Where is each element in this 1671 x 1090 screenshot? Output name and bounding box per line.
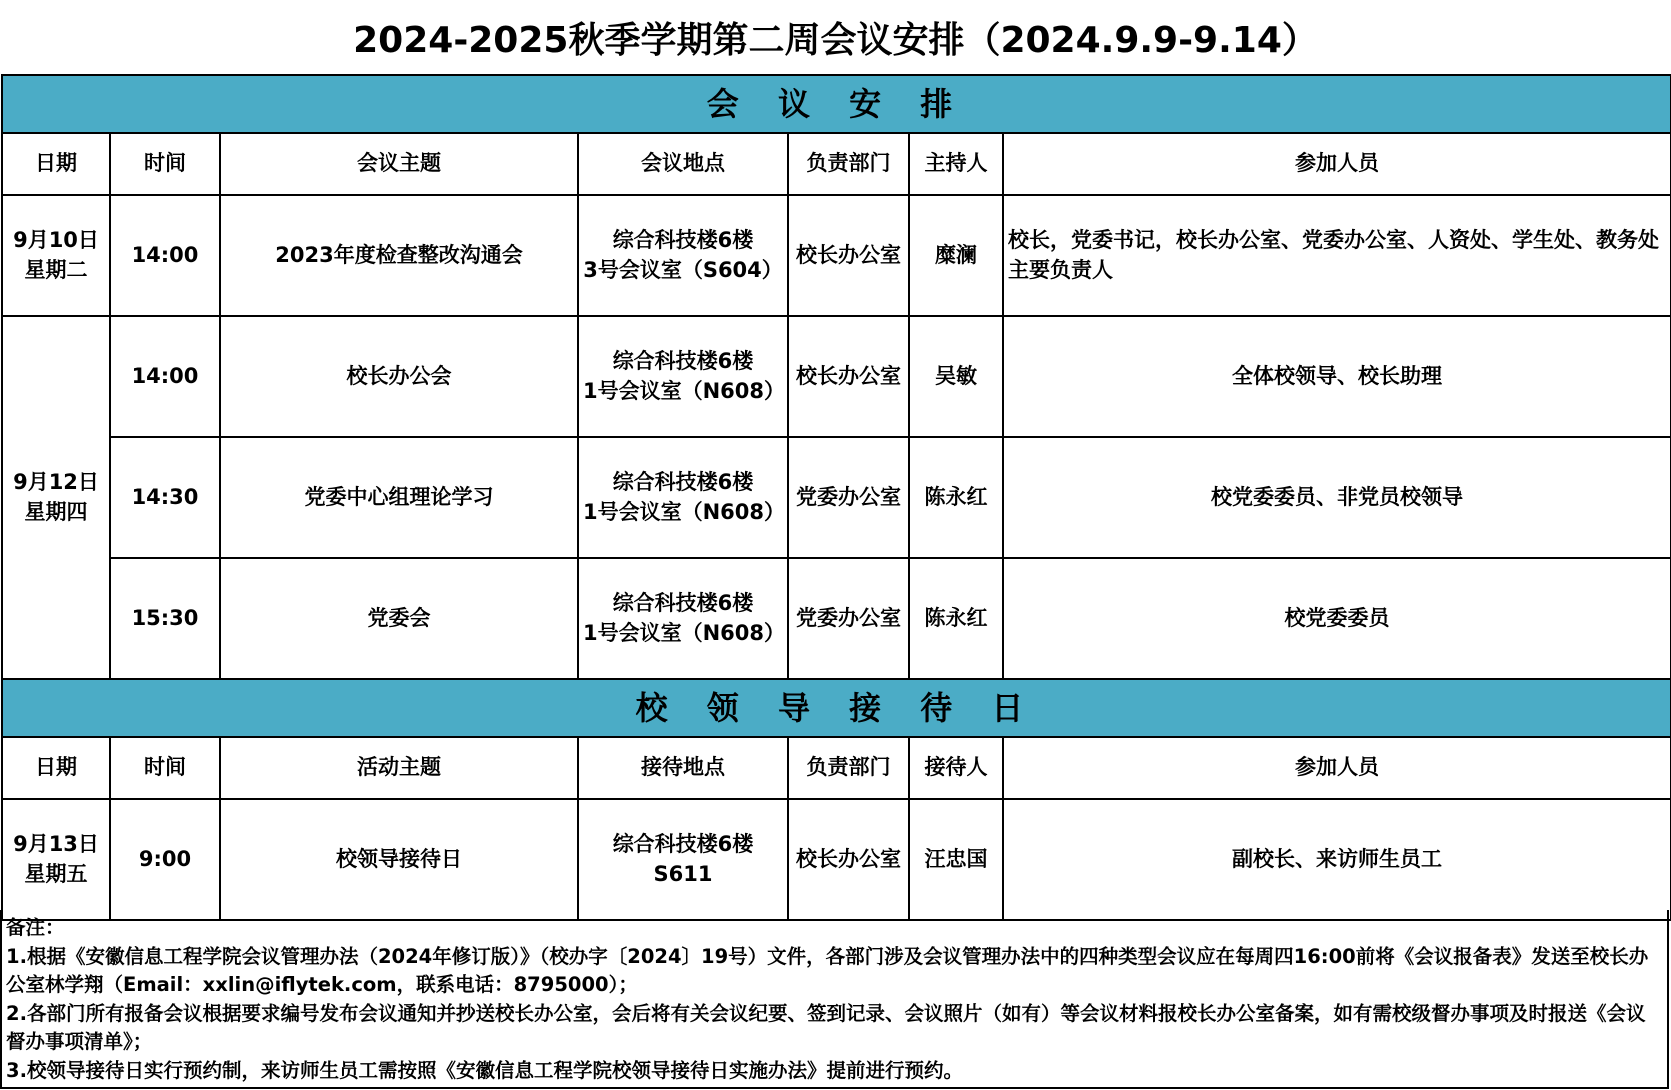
location-room: 1号会议室（N608）: [583, 499, 786, 524]
notes-label: 备注：: [6, 916, 65, 939]
attendees-cell: 校党委委员: [1003, 558, 1671, 679]
page-title: 2024-2025秋季学期第二周会议安排（2024.9.9-9.14）: [353, 19, 1318, 61]
column-header-host: 主持人: [909, 133, 1003, 195]
date-day: 9月13日: [13, 832, 99, 857]
topic-cell: 党委中心组理论学习: [220, 437, 578, 558]
time-cell: 14:00: [110, 316, 220, 437]
column-header-location: 会议地点: [578, 133, 788, 195]
date-weekday: 星期四: [24, 499, 88, 524]
time-cell: 9:00: [110, 799, 220, 920]
attendees-cell: 全体校领导、校长助理: [1003, 316, 1671, 437]
date-weekday: 星期二: [24, 257, 88, 282]
location-building: 综合科技楼6楼: [612, 470, 754, 495]
location-building: 综合科技楼6楼: [612, 349, 754, 374]
column-header-receiver: 接待人: [909, 737, 1003, 799]
table-row: [2, 195, 1671, 316]
topic-cell: 校长办公会: [220, 316, 578, 437]
location-cell: [578, 437, 788, 558]
host-cell: 汪忠国: [909, 799, 1003, 920]
column-header-department: 负责部门: [788, 133, 909, 195]
host-cell: 吴敏: [909, 316, 1003, 437]
column-header-date: 日期: [2, 133, 110, 195]
time-cell: 15:30: [110, 558, 220, 679]
column-header-attendees: 参加人员: [1003, 133, 1671, 195]
department-cell: 校长办公室: [788, 195, 909, 316]
table-row: [2, 437, 1671, 558]
reception-column-headers: [2, 737, 1671, 799]
note-item: 3.校领导接待日实行预约制，来访师生员工需按照《安徽信息工程学院校领导接待日实施办法》提前进行预约。: [6, 1058, 963, 1082]
time-cell: 14:00: [110, 195, 220, 316]
location-building: 综合科技楼6楼: [612, 228, 754, 253]
department-cell: 校长办公室: [788, 316, 909, 437]
reception-section-label: 校 领 导 接 待 日: [2, 679, 1671, 737]
location-building: 综合科技楼6楼: [612, 591, 754, 616]
attendees-cell: 校党委委员、非党员校领导: [1003, 437, 1671, 558]
meetings-column-headers: [2, 133, 1671, 195]
note-item: 1.根据《安徽信息工程学院会议管理办法（2024年修订版）》（校办字〔2024〕19号）文件，各部门涉及会议管理办法中的四种类型会议应在每周四16:00前将《会议报备表》发送至校长办公室林学翔（Email：xxlin@iflytek.com，联系电话：8795000）；: [6, 944, 1649, 996]
column-header-activity: 活动主题: [220, 737, 578, 799]
host-cell: 陈永红: [909, 437, 1003, 558]
location-room: 3号会议室（S604）: [583, 257, 783, 282]
host-cell: 糜澜: [909, 195, 1003, 316]
department-cell: 校长办公室: [788, 799, 909, 920]
date-cell: [2, 195, 110, 316]
date-day: 9月10日: [13, 228, 99, 253]
column-header-attendees: 参加人员: [1003, 737, 1671, 799]
location-cell: [578, 195, 788, 316]
location-room: S611: [653, 861, 713, 886]
note-item: 2.各部门所有报备会议根据要求编号发布会议通知并抄送校长办公室，会后将有关会议纪要、签到记录、会议照片（如有）等会议材料报校长办公室备案，如有需校级督办事项及时报送《会议督办事项清单》；: [6, 1001, 1646, 1053]
date-cell: [2, 799, 110, 920]
topic-cell: 校领导接待日: [220, 799, 578, 920]
department-cell: 党委办公室: [788, 558, 909, 679]
table-row: [2, 558, 1671, 679]
meetings-section-label: 会 议 安 排: [2, 75, 1671, 133]
column-header-time: 时间: [110, 737, 220, 799]
notes-box: [0, 910, 1669, 1089]
table-row: [2, 316, 1671, 437]
column-header-reception-location: 接待地点: [578, 737, 788, 799]
schedule-table: [1, 74, 1671, 921]
column-header-topic: 会议主题: [220, 133, 578, 195]
date-cell: [2, 316, 110, 679]
department-cell: 党委办公室: [788, 437, 909, 558]
topic-cell: 党委会: [220, 558, 578, 679]
topic-cell: 2023年度检查整改沟通会: [220, 195, 578, 316]
meetings-section-header: [2, 75, 1671, 133]
table-row: [2, 799, 1671, 920]
column-header-department: 负责部门: [788, 737, 909, 799]
location-cell: [578, 316, 788, 437]
attendees-cell: 副校长、来访师生员工: [1003, 799, 1671, 920]
location-room: 1号会议室（N608）: [583, 378, 786, 403]
reception-section-header: [2, 679, 1671, 737]
location-room: 1号会议室（N608）: [583, 620, 786, 645]
date-weekday: 星期五: [24, 861, 88, 886]
location-cell: [578, 558, 788, 679]
column-header-date: 日期: [2, 737, 110, 799]
date-day: 9月12日: [13, 470, 99, 495]
column-header-time: 时间: [110, 133, 220, 195]
location-cell: [578, 799, 788, 920]
attendees-cell: 校长，党委书记，校长办公室、党委办公室、人资处、学生处、教务处主要负责人: [1003, 195, 1671, 316]
location-building: 综合科技楼6楼: [612, 832, 754, 857]
time-cell: 14:30: [110, 437, 220, 558]
host-cell: 陈永红: [909, 558, 1003, 679]
